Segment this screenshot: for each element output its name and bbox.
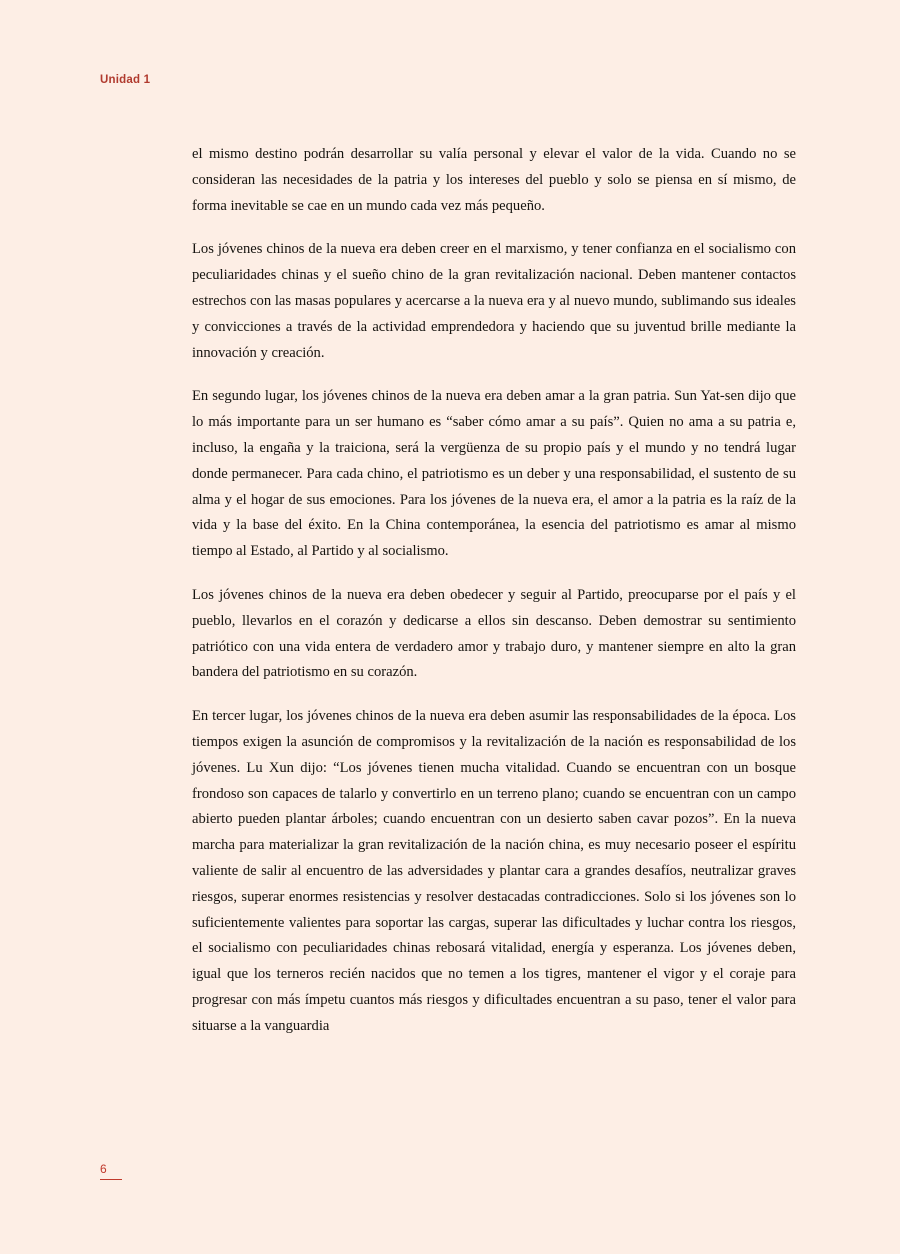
paragraph: En segundo lugar, los jóvenes chinos de la nueva era deben amar a la gran patria. Sun Yat-sen dijo que lo más importante para un ser humano es “saber cómo amar a su país”. Quien no ama a su patria e, incluso, la engaña y la traiciona, será la vergüenza de su propio país y el mundo y no tendrá lugar donde permanecer. Para cada chino, el patriotismo es un deber y una responsabilidad, el sustento de su alma y el hogar de sus emociones. Para los jóvenes de la nueva era, el amor a la patria es la raíz de la vida y la base del éxito. En la China contemporánea, la esencia del patriotismo es amar al mismo tiempo al Estado, al Partido y al socialismo.: [192, 388, 796, 560]
page-number: 6: [100, 1162, 122, 1180]
running-head-unit: Unidad 1: [100, 74, 151, 86]
paragraph: Los jóvenes chinos de la nueva era deben creer en el marxismo, y tener confianza en el socialismo con peculiaridades chinas y el sueño chino de la gran revitalización nacional. Deben mantener contactos estrechos con las masas populares y acercarse a la nueva era y al nuevo mundo, sublimando sus ideales y convicciones a través de la actividad emprendedora y haciendo que su juventud brille mediante la innovación y creación.: [192, 241, 796, 361]
paragraph: Los jóvenes chinos de la nueva era deben obedecer y seguir al Partido, preocuparse por el país y el pueblo, llevarlos en el corazón y dedicarse a ellos sin descanso. Deben demostrar su sentimiento patriótico con una vida entera de verdadero amor y trabajo duro, y mantener siempre en alto la gran bandera del patriotismo en su corazón.: [192, 586, 796, 681]
body-text: [192, 142, 796, 1040]
paragraph: el mismo destino podrán desarrollar su valía personal y elevar el valor de la vida. Cuando no se consideran las necesidades de la patria y los intereses del pueblo y solo se piensa en sí mismo, de forma inevitable se cae en un mundo cada vez más pequeño.: [192, 146, 796, 214]
paragraph: En tercer lugar, los jóvenes chinos de la nueva era deben asumir las responsabilidades de la época. Los tiempos exigen la asunción de compromisos y la revitalización de la nación es responsabilidad de los jóvenes. Lu Xun dijo: “Los jóvenes tienen mucha vitalidad. Cuando se encuentran con un bosque frondoso son capaces de talarlo y convertirlo en un terreno plano; cuando se encuentran con un campo abierto pueden plantar árboles; cuando encuentran con un desierto saben cavar pozos”. En la nueva marcha para materializar la gran revitalización de la nación china, es muy necesario poseer el espíritu valiente de salir al encuentro de las adversidades y plantar cara a grandes desafíos, neutralizar graves riesgos, superar enormes resistencias y resolver destacadas contradicciones. Solo si los jóvenes son lo suficientemente valientes para soportar las cargas, superar las dificultades y luchar contra los riesgos, el socialismo con peculiaridades chinas rebosará vitalidad, energía y esperanza. Los jóvenes deben, igual que los terneros recién nacidos que no temen a los tigres, mantener el vigor y el coraje para progresar con más ímpetu cuantos más riesgos y dificultades encuentran a su paso, tener el valor para situarse a la vanguardia: [192, 708, 796, 1034]
